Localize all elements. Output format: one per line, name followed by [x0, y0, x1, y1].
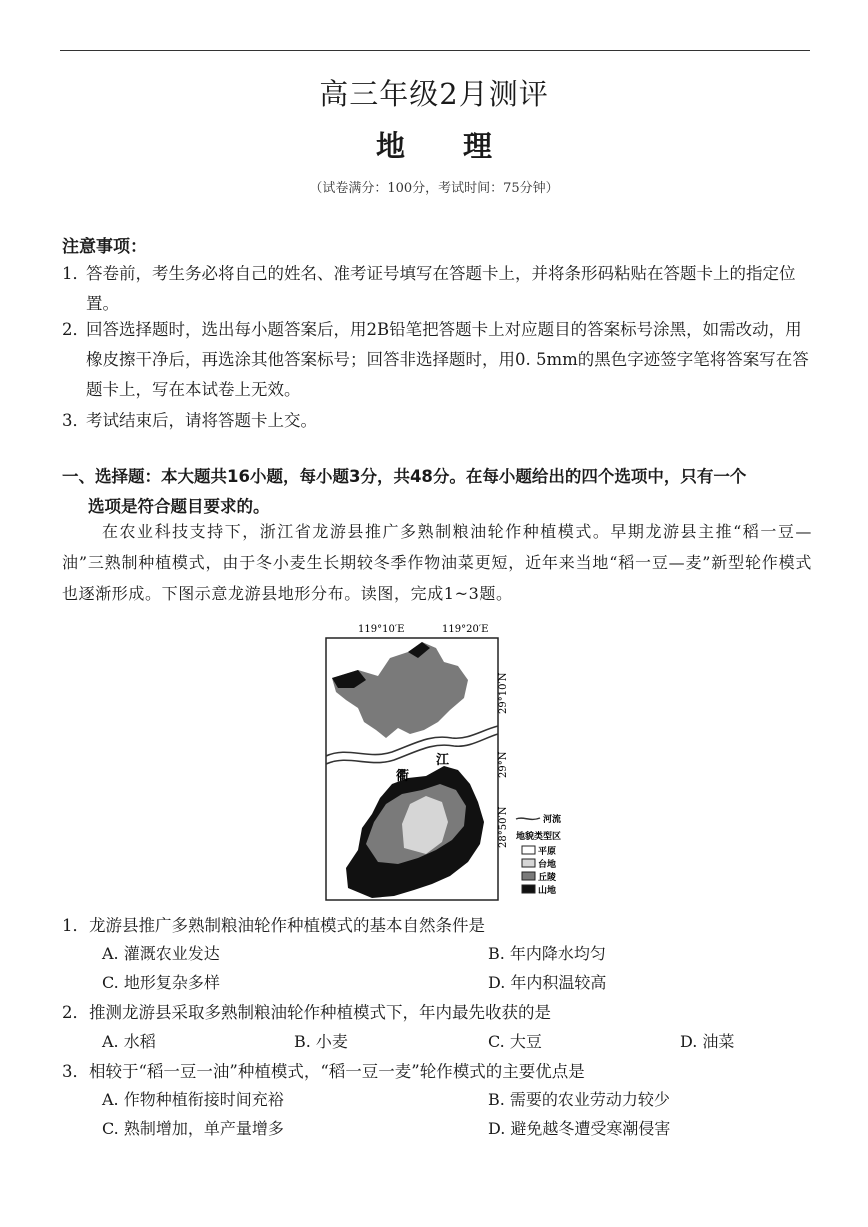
question-stem: 龙游县推广多熟制粮油轮作种植模式的基本自然条件是: [89, 916, 485, 935]
option-c[interactable]: C. 地形复杂多样: [102, 973, 220, 992]
terrain-map: [318, 618, 588, 904]
option-c[interactable]: C. 熟制增加，单产量增多: [102, 1119, 284, 1138]
terrain-map-svg: [318, 618, 588, 904]
legend-river-label: 河流: [543, 815, 562, 825]
lon-label-1: 119°10′E: [358, 624, 405, 635]
legend-mountain-swatch: [522, 885, 535, 893]
question-number: 2．: [62, 1003, 89, 1022]
lon-label-2: 119°20′E: [442, 624, 489, 635]
notice-item-number: 1．: [62, 264, 89, 283]
legend-terrace-swatch: [522, 859, 535, 867]
option-d[interactable]: D. 避免越冬遭受寒潮侵害: [488, 1119, 671, 1138]
exam-info: （试卷满分：100分，考试时间：75分钟）: [309, 181, 559, 196]
legend-plain-swatch: [522, 846, 535, 854]
option-b[interactable]: B. 小麦: [294, 1032, 348, 1051]
lat-label-2: 29°N: [498, 751, 509, 778]
notice-item-text: 答卷前，考生务必将自己的姓名、准考证号填写在答题卡上，并将条形码粘贴在答题卡上的指定位置。: [86, 264, 796, 313]
legend-title: 地貌类型区: [516, 832, 562, 842]
exam-title: 高三年级2月测评: [319, 77, 549, 111]
notice-item-text: 回答选择题时，选出每小题答案后，用2B铅笔把答题卡上对应题目的答案标号涂黑，如需改动，用橡皮擦干净后，再选涂其他答案标号；回答非选择题时，用0. 5mm的黑色字迹签字笔将答案写在答题卡上，写在本试卷上无效。: [86, 320, 809, 399]
section-heading-line2: 选项是符合题目要求的。: [88, 497, 270, 516]
notice-item: [62, 406, 812, 436]
question-number: 3．: [62, 1062, 89, 1081]
legend-plain-label: 平原: [538, 847, 557, 857]
option-b[interactable]: B. 年内降水均匀: [488, 944, 606, 963]
notice-item-text: 考试结束后，请将答题卡上交。: [86, 411, 317, 430]
question-number: 1．: [62, 916, 89, 935]
option-a[interactable]: A. 灌溉农业发达: [102, 944, 220, 963]
reading-passage: 在农业科技支持下，浙江省龙游县推广多熟制粮油轮作种植模式。早期龙游县主推“稻一豆—油”三熟制种植模式，由于冬小麦生长期较冬季作物油菜更短，近年来当地“稻一豆—麦”新型轮作模式也逐渐形成。下图示意龙游县地形分布。读图，完成1~3题。: [62, 522, 812, 603]
legend-terrace-label: 台地: [538, 860, 557, 870]
legend-river-symbol: [516, 818, 540, 819]
legend-mountain-label: 山地: [538, 886, 557, 896]
option-c[interactable]: C. 大豆: [488, 1032, 542, 1051]
notice-item-number: 3．: [62, 411, 89, 430]
question-1: [62, 912, 485, 936]
question-stem: 相较于“稻一豆一油”种植模式，“稻一豆一麦”轮作模式的主要优点是: [89, 1062, 585, 1081]
notice-item: [62, 259, 812, 319]
legend-hill-swatch: [522, 872, 535, 880]
lat-label-3: 28°50′N: [498, 806, 509, 848]
option-d[interactable]: D. 油菜: [680, 1032, 735, 1051]
question-3: [62, 1058, 585, 1082]
notice-item: [62, 315, 812, 405]
option-a[interactable]: A. 作物种植衔接时间充裕: [102, 1090, 284, 1109]
legend-hill-label: 丘陵: [538, 873, 557, 883]
question-stem: 推测龙游县采取多熟制粮油轮作种植模式下，年内最先收获的是: [89, 1003, 551, 1022]
option-d[interactable]: D. 年内积温较高: [488, 973, 607, 992]
section-heading: [62, 462, 812, 522]
river-name-jiang: 江: [436, 753, 450, 768]
subject-title: 地 理: [375, 129, 492, 163]
question-2: [62, 999, 551, 1023]
header-rule: [60, 50, 810, 51]
river-name-qu: 衢: [396, 769, 410, 784]
option-b[interactable]: B. 需要的农业劳动力较少: [488, 1090, 670, 1109]
section-heading-line1: 一、选择题：本大题共16小题，每小题3分，共48分。在每小题给出的四个选项中，只有一个: [62, 467, 747, 486]
lat-label-1: 29°10′N: [498, 672, 509, 714]
notice-heading: 注意事项：: [62, 237, 147, 257]
notice-item-number: 2．: [62, 320, 89, 339]
option-a[interactable]: A. 水稻: [102, 1032, 156, 1051]
